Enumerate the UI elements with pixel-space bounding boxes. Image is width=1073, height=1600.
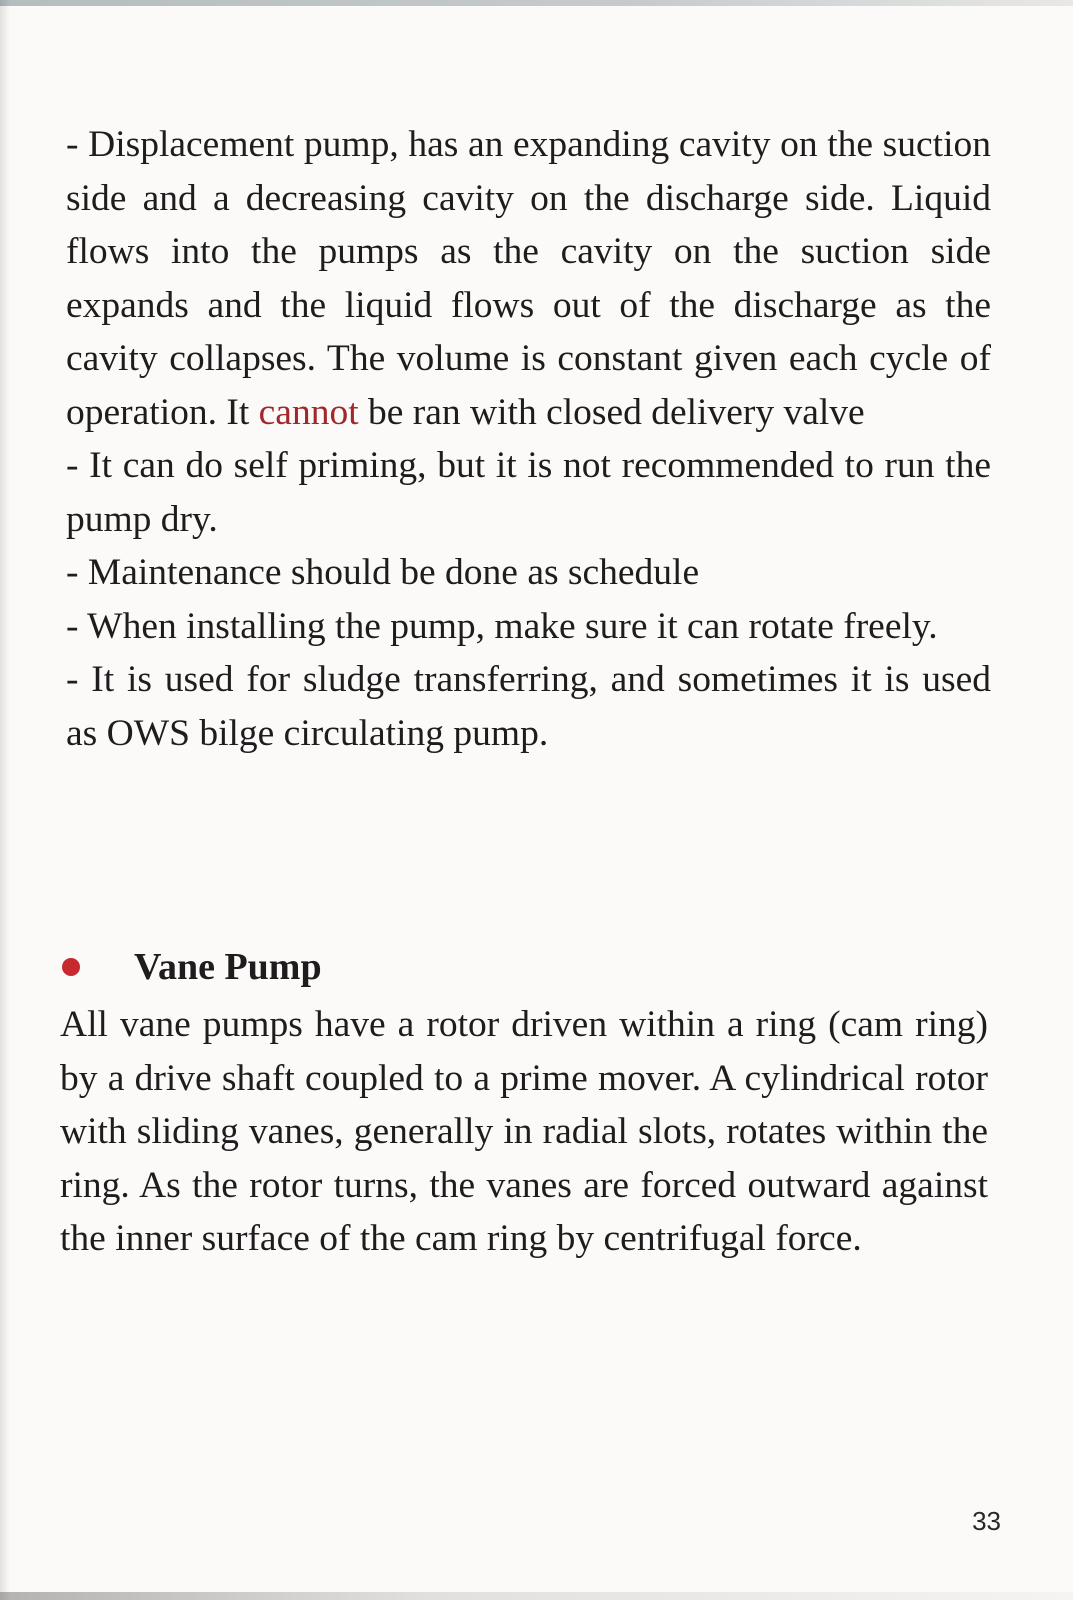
body-text [66, 118, 991, 760]
paragraph-displacement [66, 118, 991, 439]
section-title: Vane Pump [134, 946, 322, 988]
text-segment: be ran with closed delivery valve [358, 391, 865, 433]
page-number: 33 [972, 1506, 1001, 1536]
paragraph-usage: - It is used for sludge transferring, and sometimes it is used as OWS bilge circulating pump. [66, 659, 991, 754]
section-body: All vane pumps have a rotor driven within a ring (cam ring) by a drive shaft coupled to a prime mover. A cylindrical rotor with sliding vanes, generally in radial slots, rotates within the ring. As the rotor turns, the vanes are forced outward against the inner surface of the cam ring by centrifugal force. [60, 1004, 988, 1259]
paragraph-self-priming: - It can do self priming, but it is not recommended to run the pump dry. [66, 445, 991, 540]
emphasis-cannot: cannot [258, 391, 359, 433]
page-edge-top [0, 0, 1073, 6]
paragraph-maintenance: - Maintenance should be done as schedule [66, 552, 700, 593]
section-heading [60, 942, 660, 998]
page-shadow [0, 0, 10, 1600]
text-segment: - Displacement pump, has an expanding cavity on the suction side and a decreasing cavity on the discharge side. Liquid flows into the pumps as the cavity on the suction side expands and the liquid flows out of the discharge as the cavity collapses. The volume is constant given each cycle of operation. It [66, 124, 991, 433]
paragraph-installing: - When installing the pump, make sure it can rotate freely. [66, 605, 938, 647]
page-edge-bottom [0, 1592, 1073, 1600]
bullet-dot-icon [62, 958, 80, 976]
